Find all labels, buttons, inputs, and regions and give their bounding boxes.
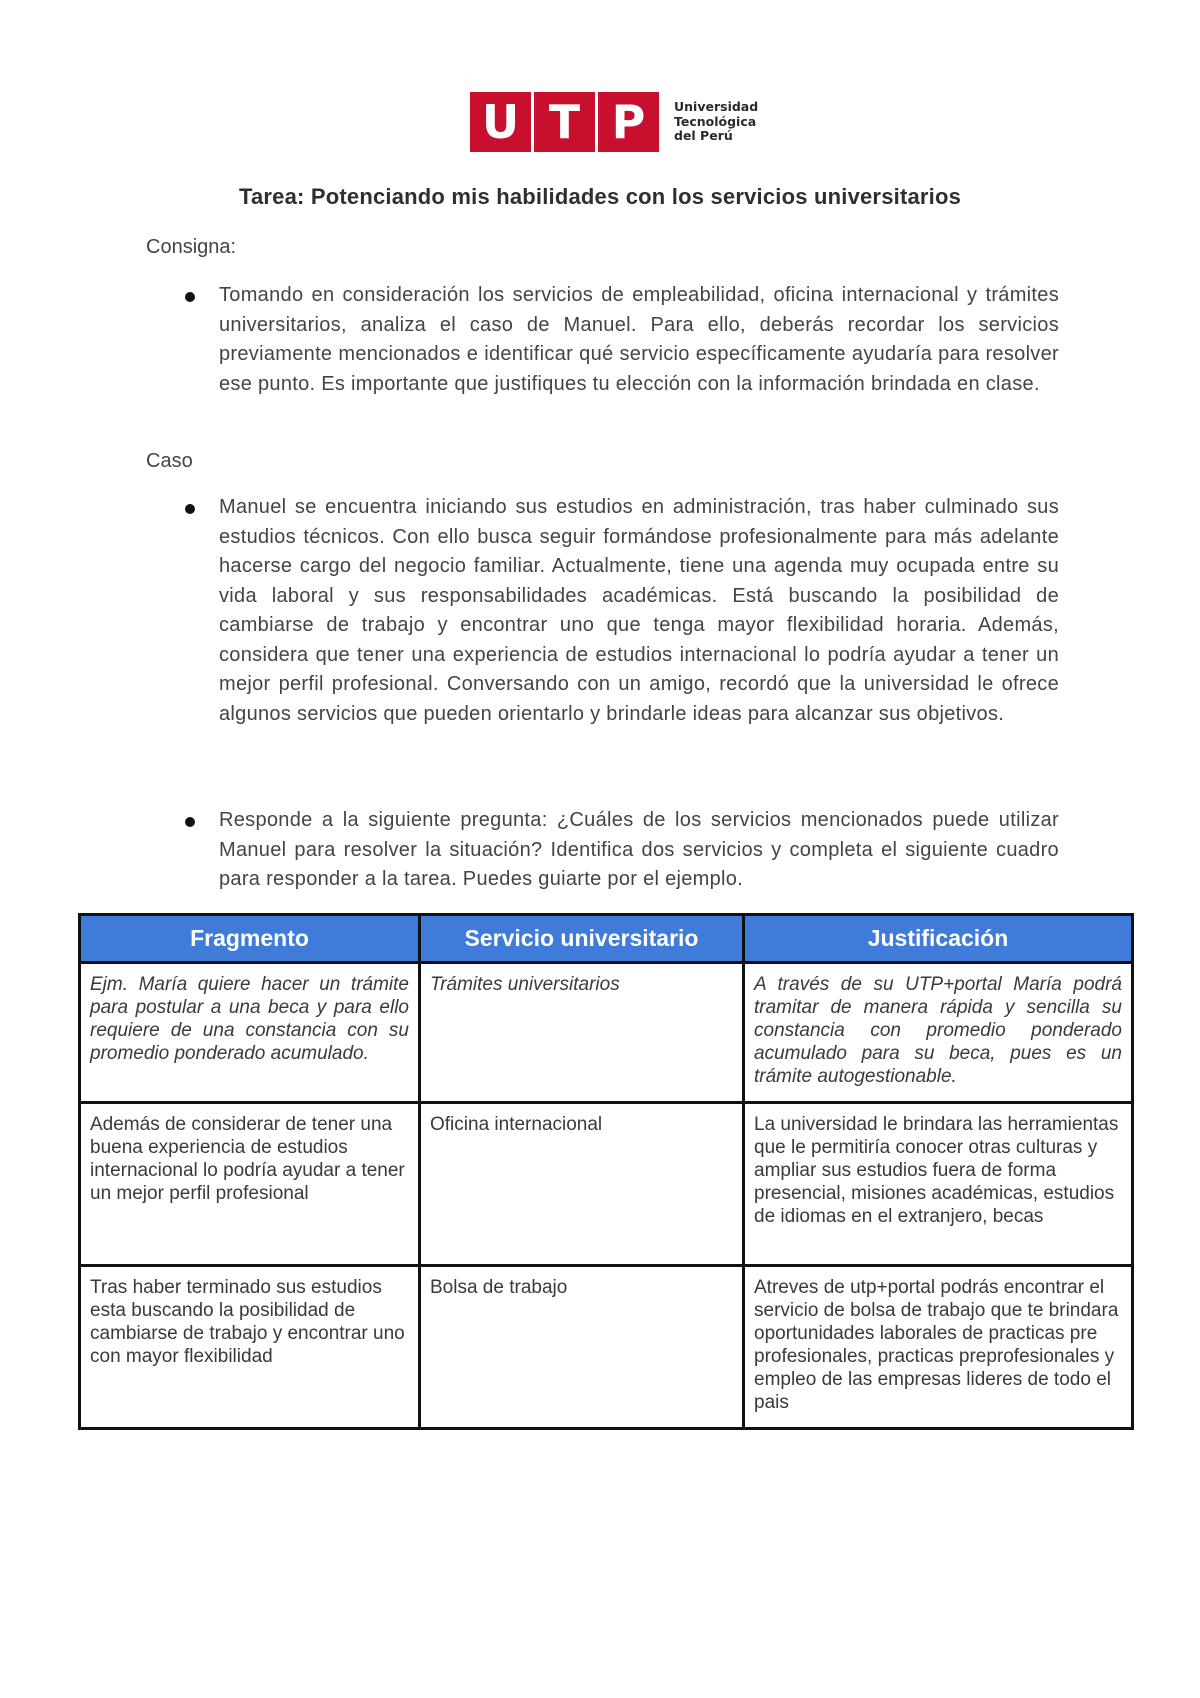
- logo-text-line: Universidad: [674, 99, 759, 115]
- cell-justificacion: Atreves de utp+portal podrás encontrar el servicio de bolsa de trabajo que te brindara oportunidades laborales de practicas pre profesionales, practicas preprofesionales y empleo de las empresas lideres de todo el pais: [744, 1266, 1133, 1429]
- logo-letter-t: T: [534, 92, 595, 152]
- cell-fragmento: Ejm. María quiere hacer un trámite para postular a una beca y para ello requiere de una constancia con su promedio ponderado acumulado.: [80, 963, 420, 1103]
- cell-fragmento: Tras haber terminado sus estudios esta buscando la posibilidad de cambiarse de trabajo y encontrar uno con mayor flexibilidad: [80, 1266, 420, 1429]
- bullet-icon: [185, 292, 195, 302]
- bullet-icon: [185, 817, 195, 827]
- pregunta-paragraph: Responde a la siguiente pregunta: ¿Cuáles de los servicios mencionados puede utilizar Manuel para resolver la situación? Identifica dos servicios y completa el siguiente cuadro para responder a la tarea. Puedes guiarte por el ejemplo.: [219, 809, 1059, 890]
- logo-letter-u: U: [470, 92, 531, 152]
- logo-university-name: [674, 100, 758, 144]
- caso-paragraph: Manuel se encuentra iniciando sus estudios en administración, tras haber culminado sus estudios técnicos. Con ello busca seguir formándose profesionalmente para más adelante hacerse cargo del negocio familiar. Actualmente, tiene una agenda muy ocupada entre su vida laboral y sus responsabilidades académicas. Está buscando la posibilidad de cambiarse de trabajo y encontrar uno que tenga mayor flexibilidad horaria. Además, considera que tener una experiencia de estudios internacional lo podría ayudar a tener un mejor perfil profesional. Conversando con un amigo, recordó que la universidad le ofrece algunos servicios que pueden orientarlo y brindarle ideas para alcanzar sus objetivos.: [219, 496, 1059, 725]
- cell-fragmento: Además de considerar de tener una buena experiencia de estudios internacional lo podría ayudar a tener un mejor perfil profesional: [80, 1103, 420, 1266]
- consigna-paragraph: Tomando en consideración los servicios de empleabilidad, oficina internacional y trámites universitarios, analiza el caso de Manuel. Para ello, deberás recordar los servicios previamente mencionados e identificar qué servicio específicamente ayudaría para resolver ese punto. Es importante que justifiques tu elección con la información brindada en clase.: [219, 284, 1059, 395]
- header-servicio: Servicio universitario: [420, 915, 744, 963]
- logo-text-line: Tecnológica: [674, 113, 757, 129]
- services-table: [78, 913, 1134, 1430]
- page-title: Tarea: Potenciando mis habilidades con los servicios universitarios: [238, 184, 962, 209]
- logo-letter-p: P: [598, 92, 659, 152]
- table-row-example: [80, 963, 1133, 1103]
- logo-text-line: del Perú: [674, 128, 733, 144]
- utp-logo: [470, 92, 758, 152]
- header-justificacion: Justificación: [744, 915, 1133, 963]
- cell-servicio: Oficina internacional: [420, 1103, 744, 1266]
- cell-servicio: Bolsa de trabajo: [420, 1266, 744, 1429]
- cell-justificacion: La universidad le brindara las herramientas que le permitiría conocer otras culturas y ampliar sus estudios fuera de forma presencial, misiones académicas, estudios de idiomas en el extranjero, becas: [744, 1103, 1133, 1266]
- table-row: [80, 1266, 1133, 1429]
- table-row: [80, 1103, 1133, 1266]
- table-header-row: [80, 915, 1133, 963]
- consigna-label: Consigna:: [146, 236, 237, 258]
- cell-servicio: Trámites universitarios: [420, 963, 744, 1103]
- bullet-icon: [185, 504, 195, 514]
- caso-label: Caso: [146, 450, 193, 472]
- cell-justificacion: A través de su UTP+portal María podrá tramitar de manera rápida y sencilla su constancia con promedio ponderado acumulado para su beca, pues es un trámite autogestionable.: [744, 963, 1133, 1103]
- header-fragmento: Fragmento: [80, 915, 420, 963]
